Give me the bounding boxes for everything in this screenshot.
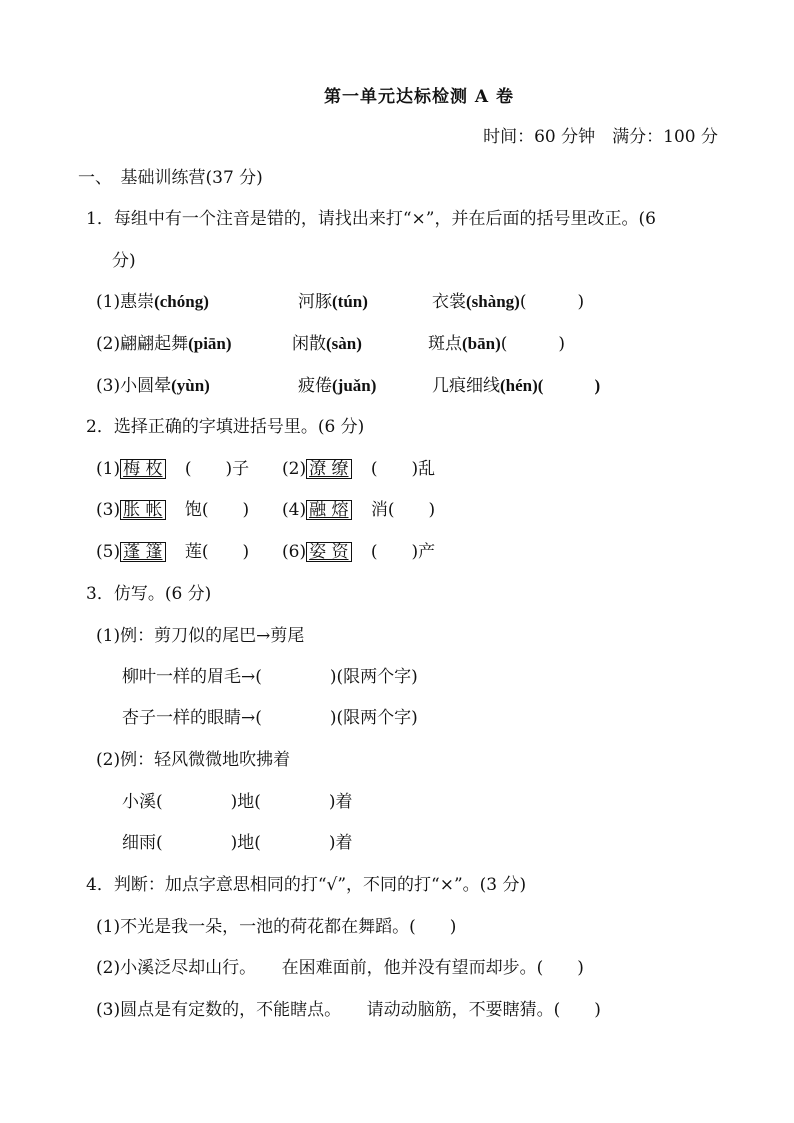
- choice-box: 潦 缭: [306, 459, 351, 479]
- q1-row2-a: (2)翩翩起舞(piān): [96, 334, 232, 354]
- q1-row1-b: 河豚(tún): [298, 292, 368, 312]
- answer-blank[interactable]: ( )子: [184, 459, 250, 479]
- q1-stem-line2: 分): [112, 251, 136, 271]
- answer-blank[interactable]: ( )产: [370, 542, 436, 562]
- q4-item[interactable]: (1)不光是我一朵，一池的荷花都在舞蹈。( ): [96, 917, 457, 937]
- answer-blank[interactable]: 莲( ): [184, 542, 250, 562]
- q1-stem-line1: 1．每组中有一个注音是错的，请找出来打“×”，并在后面的括号里改正。(6: [86, 209, 656, 229]
- answer-blank[interactable]: ( ): [537, 376, 601, 395]
- answer-blank[interactable]: ( ): [500, 334, 565, 354]
- q4-stem: 4．判断：加点字意思相同的打“√”，不同的打“×”。(3 分): [86, 875, 527, 895]
- answer-blank[interactable]: 饱( ): [184, 500, 250, 520]
- time-info: 时间：60 分钟 满分：100 分: [483, 127, 718, 147]
- choice-box: 蓬 篷: [120, 542, 165, 562]
- q2-item: (2) 潦 缭 ( )乱: [282, 459, 436, 479]
- answer-blank[interactable]: ( ): [519, 292, 585, 312]
- q1-row3-a: (3)小圆晕(yùn): [96, 376, 210, 396]
- choice-box: 融 熔: [306, 500, 351, 520]
- q1-row1-a: (1)惠崇(chóng): [96, 292, 209, 312]
- q4-item[interactable]: (2)小溪泛尽却山行。 在困难面前，他并没有望而却步。( ): [96, 958, 584, 978]
- q2-item: (3) 胀 帐 饱( ): [96, 500, 250, 520]
- q2-stem: 2．选择正确的字填进括号里。(6 分): [86, 417, 365, 437]
- answer-blank[interactable]: ( )乱: [370, 459, 436, 479]
- answer-blank[interactable]: 消( ): [370, 500, 436, 520]
- q3-item[interactable]: 细雨( )地( )着: [122, 833, 353, 853]
- q1-row3-b: 疲倦(juǎn): [298, 376, 377, 396]
- q3-item[interactable]: 小溪( )地( )着: [122, 792, 353, 812]
- q3-example1: (1)例：剪刀似的尾巴→剪尾: [96, 626, 305, 646]
- q3-item[interactable]: 杏子一样的眼睛→( )(限两个字): [122, 708, 418, 728]
- page-title: 第一单元达标检测 A 卷: [323, 87, 515, 107]
- q1-row2-b: 闲散(sàn): [292, 334, 362, 354]
- q4-item[interactable]: (3)圆点是有定数的，不能瞎点。 请动动脑筋，不要瞎猜。( ): [96, 1000, 601, 1020]
- choice-box: 胀 帐: [120, 500, 165, 520]
- choice-box: 姿 资: [306, 542, 351, 562]
- q1-row1-c: 衣裳(shàng)( ): [432, 292, 585, 312]
- q2-item: (1) 梅 枚 ( )子: [96, 459, 250, 479]
- section-heading: 一、 基础训练营(37 分): [78, 168, 263, 188]
- q1-row2-c: 斑点(bān)( ): [428, 334, 565, 354]
- q1-row3-c: 几痕细线(hén)( ): [432, 376, 601, 396]
- q2-item: (4) 融 熔 消( ): [282, 500, 436, 520]
- q3-item[interactable]: 柳叶一样的眉毛→( )(限两个字): [122, 667, 418, 687]
- q3-stem: 3．仿写。(6 分): [86, 584, 212, 604]
- q2-item: (5) 蓬 篷 莲( ): [96, 542, 250, 562]
- choice-box: 梅 枚: [120, 459, 165, 479]
- q3-example2: (2)例：轻风微微地吹拂着: [96, 750, 291, 770]
- q2-item: (6) 姿 资 ( )产: [282, 542, 436, 562]
